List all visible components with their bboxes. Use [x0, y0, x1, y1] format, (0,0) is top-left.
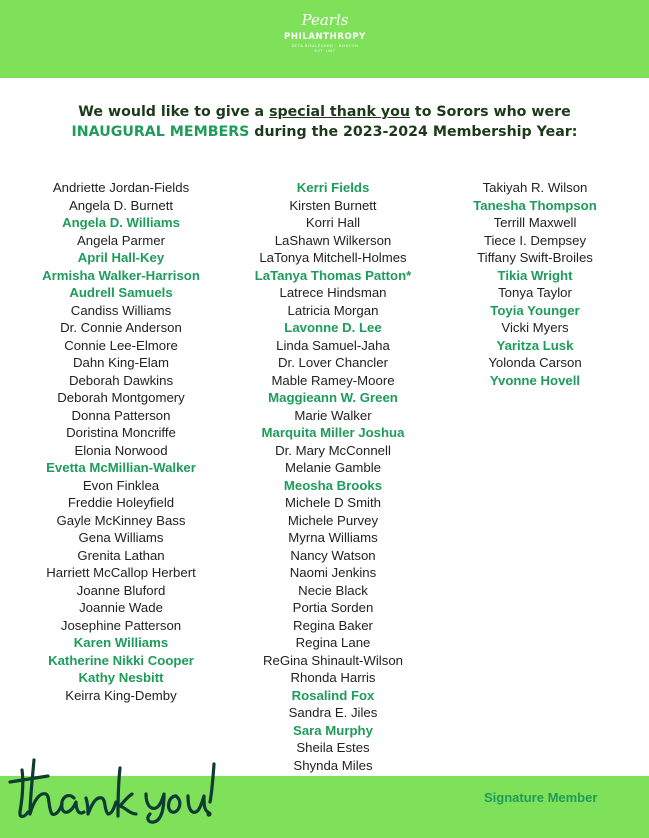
member-name: Meosha Brooks — [283, 477, 383, 493]
member-name: Tanesha Thompson — [473, 197, 597, 213]
member-name: Gayle McKinney Bass — [56, 512, 186, 528]
member-name: Sara Murphy — [293, 722, 373, 738]
logo-main-text: PHILANTHROPY — [284, 32, 366, 42]
member-name: Deborah Dawkins — [68, 372, 174, 388]
member-name: Linda Samuel-Jaha — [276, 337, 390, 353]
member-name: April Hall-Key — [77, 250, 165, 265]
header-band — [0, 0, 649, 78]
member-name: Takiyah R. Wilson — [482, 180, 588, 195]
member-name: LaTonya Mitchell-Holmes — [259, 250, 407, 265]
member-name: Korri Hall — [305, 215, 361, 230]
member-name: Tiece I. Dempsey — [483, 232, 587, 248]
heading-post: to Sorors who were — [409, 104, 571, 120]
member-name: Tiffany Swift-Broiles — [477, 250, 593, 265]
member-name: Keirra King-Demby — [65, 687, 177, 703]
member-name: Donna Patterson — [71, 407, 171, 423]
member-name: Dahn King-Elam — [72, 355, 170, 370]
heading-underlined: special thank you — [269, 104, 410, 120]
member-name: Freddie Holeyfield — [67, 495, 175, 510]
member-name: Dr. Lover Chancler — [278, 355, 388, 370]
member-name: Josephine Patterson — [60, 617, 182, 633]
member-name: Kirsten Burnett — [289, 197, 377, 213]
member-name: Lavonne D. Lee — [284, 320, 382, 335]
member-name: Sheila Estes — [296, 740, 370, 755]
heading-pre: We would like to give a — [78, 104, 270, 120]
member-name: Marie Walker — [294, 407, 372, 423]
logo-est-text: EST. 1987 — [314, 49, 336, 53]
member-name: Grenita Lathan — [77, 547, 165, 563]
member-name: Kathy Nesbitt — [78, 670, 164, 685]
member-name: Latricia Morgan — [287, 302, 379, 318]
member-name: Marquita Miller Joshua — [261, 425, 405, 440]
member-name: Yvonne Hovell — [489, 372, 581, 388]
heading-rest: during the 2023-2024 Membership Year: — [249, 124, 578, 140]
member-column-2 — [232, 179, 434, 774]
member-name: Portia Sorden — [292, 600, 374, 615]
member-name: Yaritza Lusk — [496, 337, 574, 353]
logo-sub-text: ZETA BOULEVARD · BOSTON — [291, 43, 359, 48]
member-name: Terrill Maxwell — [493, 215, 577, 230]
member-name: Rhonda Harris — [290, 670, 376, 685]
member-name: Kerri Fields — [296, 180, 370, 195]
member-name: Evon Finklea — [82, 477, 160, 493]
member-name: LaTanya Thomas Patton* — [254, 267, 412, 283]
member-name: Gena Williams — [78, 530, 164, 545]
logo-script-text: Pearls — [301, 11, 349, 29]
member-name: Tonya Taylor — [498, 285, 572, 300]
member-name: Andriette Jordan-Fields — [52, 180, 190, 195]
member-name: Regina Lane — [295, 635, 371, 650]
member-name: Angela D. Burnett — [68, 197, 174, 213]
member-name: Elonia Norwood — [74, 442, 168, 458]
member-name: Mable Ramey-Moore — [271, 372, 395, 388]
member-name: Audrell Samuels — [69, 285, 173, 300]
member-name: Angela Parmer — [77, 232, 165, 248]
member-name: Doristina Moncriffe — [66, 425, 176, 440]
signature-member-legend: Signature Member — [484, 790, 598, 805]
member-name: Latrece Hindsman — [279, 285, 387, 300]
member-name: Melanie Gamble — [284, 460, 382, 475]
member-name: Katherine Nikki Cooper — [48, 652, 194, 668]
member-name: ReGina Shinault-Wilson — [263, 652, 403, 668]
member-name: Joanne Bluford — [76, 582, 166, 598]
member-name: Yolonda Carson — [488, 355, 582, 370]
member-name: Maggieann W. Green — [268, 390, 398, 405]
member-name: Shynda Miles — [293, 757, 373, 773]
member-name: Dr. Connie Anderson — [60, 320, 182, 335]
member-name: Necie Black — [298, 582, 368, 598]
member-name: Harriett McCallop Herbert — [46, 565, 196, 580]
member-name: Deborah Montgomery — [57, 390, 185, 405]
member-name: Michele D Smith — [284, 495, 381, 510]
member-column-3 — [450, 179, 620, 389]
member-name: Tikia Wright — [497, 267, 573, 283]
member-name: Joannie Wade — [79, 600, 163, 615]
pearls-philanthropy-logo — [270, 12, 380, 68]
member-column-1 — [20, 179, 222, 704]
member-name: Karen Williams — [73, 635, 169, 650]
member-name: Candiss Williams — [70, 302, 172, 318]
heading-line-1 — [0, 102, 649, 122]
member-name: LaShawn Wilkerson — [274, 232, 392, 248]
member-name: Armisha Walker-Harrison — [42, 267, 200, 283]
member-name: Myrna Williams — [288, 530, 378, 545]
member-name: Nancy Watson — [290, 547, 376, 563]
member-name: Dr. Mary McConnell — [275, 442, 391, 458]
member-name: Michele Purvey — [287, 512, 379, 528]
heading-line-2 — [0, 122, 649, 142]
heading-green: INAUGURAL MEMBERS — [71, 124, 250, 140]
member-name: Toyia Younger — [490, 302, 580, 318]
member-name: Connie Lee-Elmore — [64, 337, 178, 353]
member-name: Angela D. Williams — [62, 215, 180, 230]
thank-you-script — [8, 752, 220, 824]
member-name: Rosalind Fox — [291, 687, 375, 703]
member-name: Vicki Myers — [501, 320, 569, 335]
member-name: Sandra E. Jiles — [288, 705, 378, 720]
page-heading — [0, 102, 649, 142]
member-name: Regina Baker — [293, 617, 373, 633]
member-name: Evetta McMillian-Walker — [46, 460, 196, 475]
member-name: Naomi Jenkins — [289, 565, 377, 580]
